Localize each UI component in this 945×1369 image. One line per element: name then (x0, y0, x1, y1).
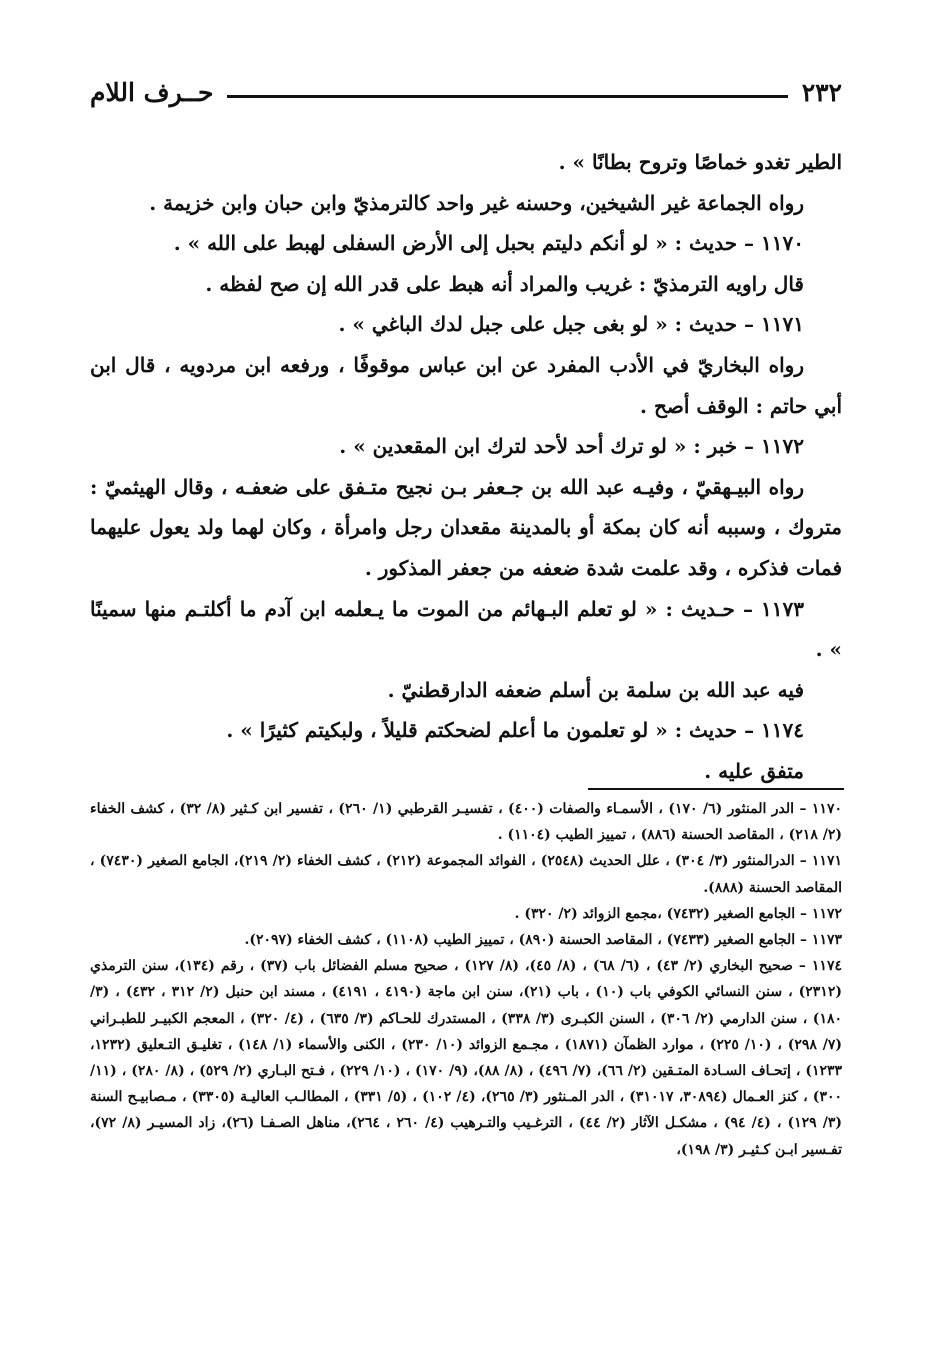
footnote (90, 953, 842, 1163)
footnote-number: ١١٧٤ – (792, 958, 842, 975)
text-paragraph: قال راويه الترمذيّ : غريب والمراد أنه هبط على قدر الله إن صح لفظه . (205, 271, 804, 296)
footnote-number: ١١٧١ – (794, 853, 842, 870)
footnote-text: الجامع الصغير (٧٤٣٢) ،مجمع الزوائد (٢/ ٣٢٠) . (514, 905, 796, 922)
text-paragraph: رواه البيـهقيّ ، وفيـه عبد الله بن جـعفر بـن نجيح متـفق على ضعفـه ، وقال الهيثميّ : متروك ، وسببه أنه كان بمكة أو بالمدينة مقعدان رجل وامرأة ، وكان لهما ولد يعول عليهما فمات فذكره ، وقد علمت شدة ضعفه من جعفر المذكور . (90, 474, 842, 580)
text-paragraph: رواه البخاريّ في الأدب المفرد عن ابن عباس موقوفًا ، ورفعه ابن مردويه ، قال ابن أبي حاتم : الوقف أصح . (90, 352, 842, 418)
footnotes (90, 796, 842, 1163)
hadith-entry: ١١٧٤ – حديث : « لو تعلمون ما أعلم لضحكتم قليلاً ، ولبكيتم كثيرًا » . (226, 718, 804, 743)
hadith-entry: ١١٧١ – حديث : « لو بغى جبل على جبل لدك الباغي » . (338, 312, 804, 337)
text-paragraph: رواه الجماعة غير الشيخين، وحسنه غير واحد كالترمذيّ وابن حبان وابن خزيمة . (149, 190, 804, 215)
hadith-entry: ١١٧٠ – حديث : « لو أنكم دليتم بحبل إلى الأرض السفلى لهبط على الله » . (173, 231, 804, 256)
hadith-entry: ١١٧٢ – خبر : « لو ترك أحد لأحد لترك ابن المقعدين » . (339, 434, 804, 459)
chapter-title: حــرف اللام (90, 77, 214, 107)
footnote (90, 796, 842, 848)
text-paragraph: متفق عليه . (704, 758, 804, 783)
main-text (90, 142, 842, 792)
footnote-text: الدرالمنثور (٣/ ٣٠٤) ، علل الحديث (٢٥٤٨) ، الفوائد المجموعة (٢١٢) ، كشف الخفاء (٢/ ٢١٩)، الجامع الصغير (٧٤٣٠) ، المقاصد الحسنة (٨٨٨). (90, 853, 842, 896)
footnote-text: الجامع الصغير (٧٤٣٣) ، المقاصد الحسنة (٨٩٠) ، تمييز الطيب (١١٠٨) ، كشف الخفاء (٢٠٩٧). (244, 932, 796, 949)
text-paragraph: فيه عبد الله بن سلمة بن أسلم ضعفه الدارقطنيّ . (387, 677, 804, 702)
text-paragraph: الطير تغدو خماصًا وتروح بطانًا » . (558, 150, 842, 174)
hadith-entry: ١١٧٣ – حـديث : « لو تعلم البـهائم من الموت ما يـعلمه ابن آدم ما أكلتـم منها سمينًا » . (90, 596, 842, 662)
page-header (90, 72, 842, 112)
footnote-number: ١١٧٢ – (795, 905, 842, 922)
footnote-text: صحيح البخاري (٢/ ٤٣) ، (٦/ ٦٨) ، (٨/ ٤٥)، (٨/ ١٢٧) ، صحيح مسلم الفضائل باب (٣٧) ، رقم (١٣٤)، سنن الترمذي (٢٣١٢) ، سنن النسائي الكوفي باب (١٠) ، باب (٢١)، سنن ابن ماجة (٤١٩٠ ، ٤١٩١) ، مسند ابن حنبل (٢/ ٣١٢ ، ٤٣٢) ، (٣/ ١٨٠) ، سنن الدارمي (٢/ ٣٠٦) ، السنن الكبـرى (٣/ ٣٣٨) ، المستدرك للحـاكم (٣/ ٦٣٥) ، (٤/ ٣٢٠) ، المعجم الكبيـر للطبـراني (٧/ ٢٩٨) ، (١٠/ ٢٢٥) ، موارد الظمآن (١٨٧١) ، مجـمع الزوائد (١٠/ ٢٣٠) ، الكنى والأسماء (١/ ١٤٨) ، تغليـق التـعليق (١٢٣٢، ١٢٣٣) ، إتحـاف السـادة المتـقين (٢/ ٦٦)، (٧/ ٤٩٦) ، (٨/ ٨٨)، (٩/ ١٧٠) ، (١٠/ ٢٢٩) ، فـتح البـاري (٢/ ٥٢٩) ، (٨/ ٢٨٠) ، (١١/ ٣٠٠) ، كنز العـمال (٣٠٨٩٤، ٣١٠١٧) ، الدر المـنثور (٣/ ٢٦٥)، (٤/ ١٠٢) ، (٥/ ٣٣١) ، المطالـب العاليـة (٣٣٠٥) ، مـصابيـح السنة (٣/ ١٢٩) ، (٤/ ٩٤) ، مشكـل الآثار (٢/ ٤٤) ، الترغـيب والتـرهيب (٤/ ٢٦٠ ، ٢٦٤)، مناهل الصـفـا (٢٦)، زاد المسيـر (٨/ ٧٢)، تفـسير ابـن كـثيـر (٣/ ١٩٨)، (90, 958, 843, 1158)
footnote-divider (588, 788, 844, 790)
footnote-text: الدر المنثور (٦/ ١٧٠) ، الأسمـاء والصفات (٤٠٠) ، تفسيـر القرطبي (١/ ٢٦٠) ، تفسير ابن كـثير (٨/ ٣٢) ، كشف الخفاء (٢/ ٢١٨) ، المقاصد الحسنة (٨٨٦) ، تمييز الطيب (١١٠٤) . (90, 801, 842, 844)
header-rule (227, 95, 787, 98)
footnote (90, 848, 842, 900)
footnote-number: ١١٧٠ – (794, 801, 842, 817)
footnote-number: ١١٧٣ – (795, 932, 842, 949)
footnote (90, 901, 842, 927)
footnote (90, 927, 842, 953)
page-number: ٢٣٢ (801, 77, 842, 107)
